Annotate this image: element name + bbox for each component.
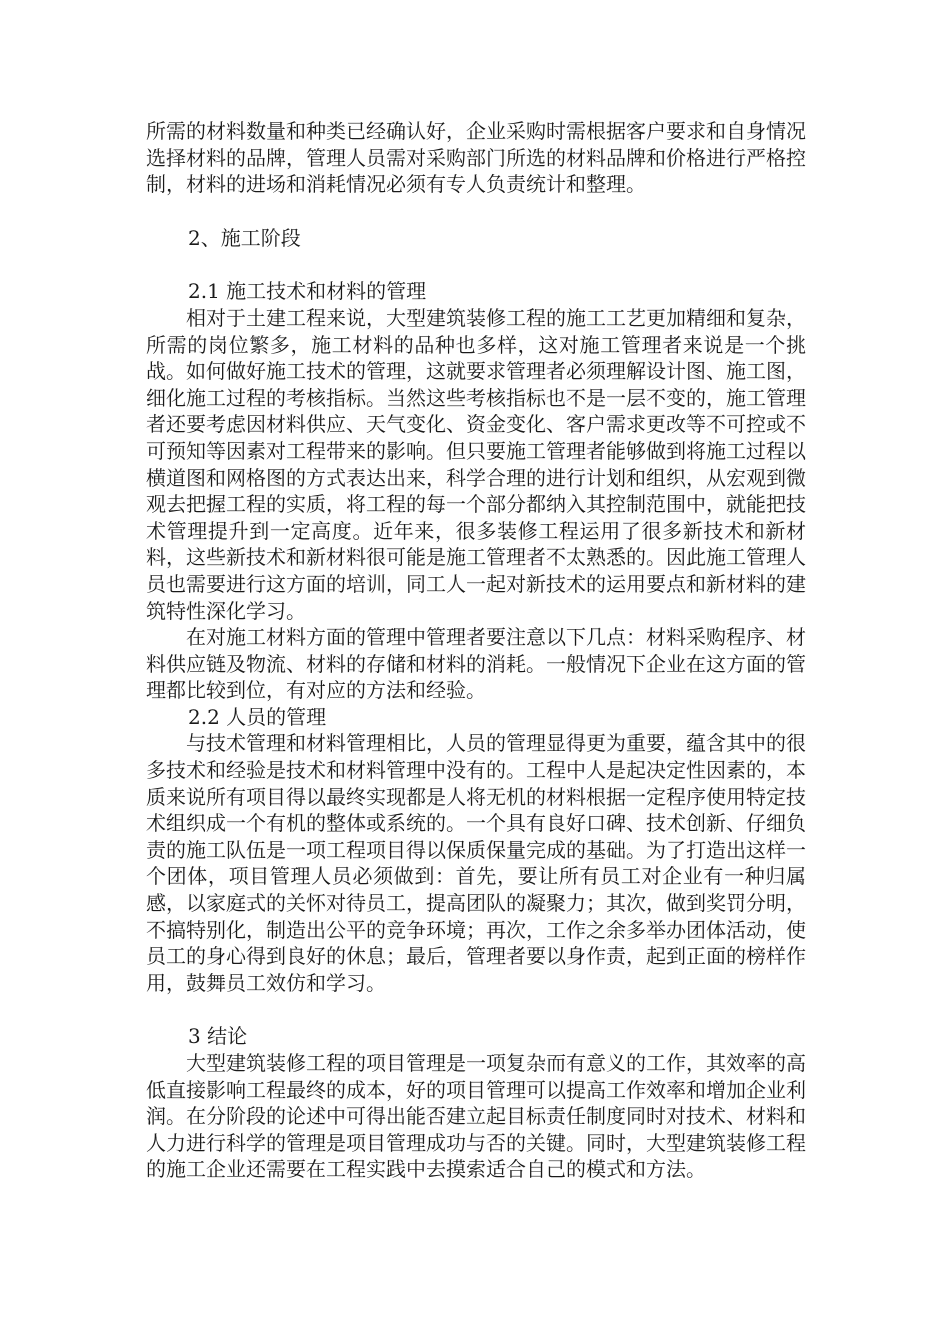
spacer <box>146 198 806 225</box>
paragraph-technical-management: 相对于土建工程来说，大型建筑装修工程的施工工艺更加精细和复杂，所需的岗位繁多，施工材料的品种也多样，这对施工管理者来说是一个挑战。如何做好施工技术的管理，这就要求管理者必须理解设计图、施工图，细化施工过程的考核指标。当然这些考核指标也不是一层不变的，施工管理者还要考虑因材料供应、天气变化、资金变化、客户需求更改等不可控或不可预知等因素对工程带来的影响。但只要施工管理者能够做到将施工过程以横道图和网格图的方式表达出来，科学合理的进行计划和组织，从宏观到微观去把握工程的实质，将工程的每一个部分都纳入其控制范围中，就能把技术管理提升到一定高度。近年来，很多装修工程运用了很多新技术和新材料，这些新技术和新材料很可能是施工管理者不太熟悉的。因此施工管理人员也需要进行这方面的培训，同工人一起对新技术的运用要点和新材料的建筑特性深化学习。 <box>146 305 806 623</box>
subsection-heading-2-1: 2.1 施工技术和材料的管理 <box>188 279 427 304</box>
spacer <box>146 996 806 1023</box>
paragraph-conclusion: 大型建筑装修工程的项目管理是一项复杂而有意义的工作，其效率的高低直接影响工程最终的成本，好的项目管理可以提高工作效率和增加企业利润。在分阶段的论述中可得出能否建立起目标责任制度同时对技术、材料和人力进行科学的管理是项目管理成功与否的关键。同时，大型建筑装修工程的施工企业还需要在工程实践中去摸索适合自己的模式和方法。 <box>146 1051 806 1182</box>
intro-paragraph: 所需的材料数量和种类已经确认好，企业采购时需根据客户要求和自身情况选择材料的品牌，管理人员需对采购部门所选的材料品牌和价格进行严格控制，材料的进场和消耗情况必须有专人负责统计和整理。 <box>146 119 806 197</box>
paragraph-personnel-management: 与技术管理和材料管理相比，人员的管理显得更为重要，蕴含其中的很多技术和经验是技术和材料管理中没有的。工程中人是起决定性因素的，本质来说所有项目得以最终实现都是人将无机的材料根据一定程序使用特定技术组织成一个有机的整体或系统的。一个具有良好口碑、技术创新、仔细负责的施工队伍是一项工程项目得以保质保量完成的基础。为了打造出这样一个团体，项目管理人员必须做到：首先，要让所有员工对企业有一种归属感，以家庭式的关怀对待员工，提高团队的凝聚力；其次，做到奖罚分明，不搞特别化，制造出公平的竞争环境；再次，工作之余多举办团体活动，使员工的身心得到良好的休息；最后，管理者要以身作责，起到正面的榜样作用，鼓舞员工效仿和学习。 <box>146 731 806 995</box>
paragraph-material-management: 在对施工材料方面的管理中管理者要注意以下几点：材料采购程序、材料供应链及物流、材料的存储和材料的消耗。一般情况下企业在这方面的管理都比较到位，有对应的方法和经验。 <box>146 625 806 703</box>
subsection-heading-2-2: 2.2 人员的管理 <box>188 704 327 729</box>
spacer <box>146 251 806 278</box>
section-heading-conclusion: 3 结论 <box>188 1024 248 1049</box>
section-heading-construction-stage: 2、施工阶段 <box>188 225 301 250</box>
document-page <box>146 118 806 1183</box>
